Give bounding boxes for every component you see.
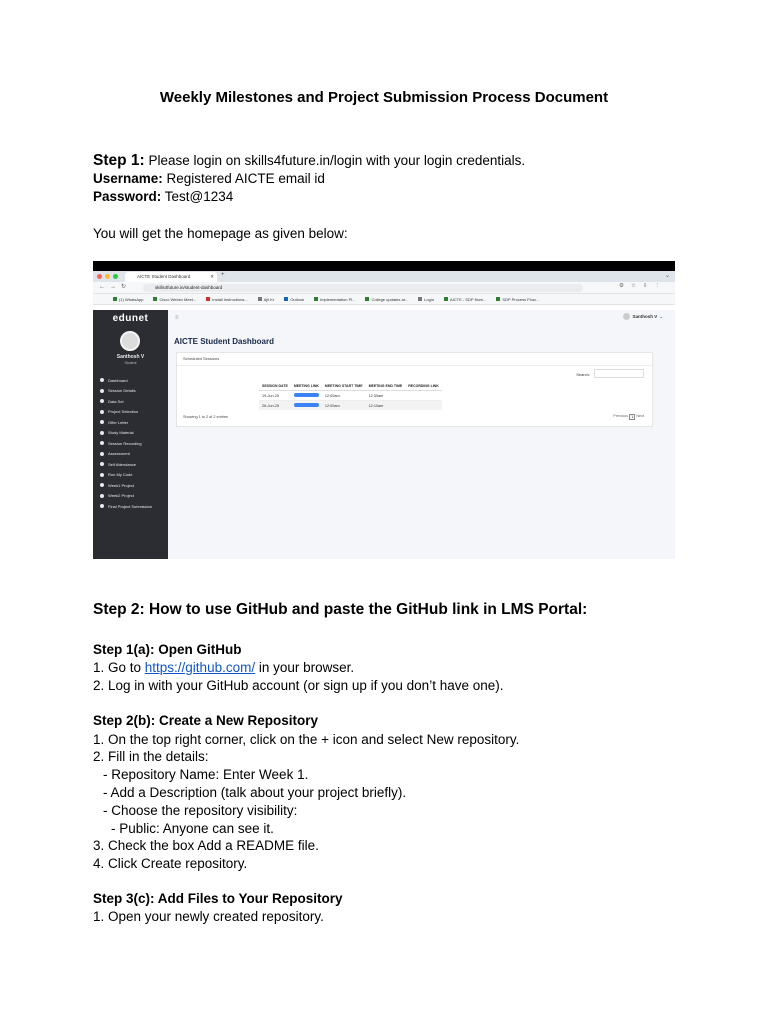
hamburger-icon[interactable]: ≡	[175, 315, 179, 321]
sidebar-item-final-project-submission[interactable]: Final Project Submission	[100, 501, 152, 512]
bookmark-icon	[365, 297, 369, 301]
address-bar	[93, 282, 675, 294]
github-link[interactable]: https://github.com/	[144, 660, 256, 675]
bookmark-item[interactable]: AICTE - SDP Nom...	[444, 297, 486, 302]
step2b-heading: Step 2(b): Create a New Repository	[93, 713, 319, 728]
sidebar-item-self-attendance[interactable]: Self Attendance	[100, 459, 152, 470]
step2b-subitem: - Add a Description (talk about your project briefly).	[103, 785, 407, 800]
dashboard-icon	[100, 378, 104, 382]
bookmark-icon	[153, 297, 157, 301]
join-meeting-button[interactable]	[294, 403, 319, 407]
sidebar-item-offer-letter[interactable]: Offer Letter	[100, 417, 152, 428]
entries-info: Showing 1 to 2 of 2 entries	[183, 415, 228, 419]
join-meeting-button[interactable]	[294, 393, 319, 397]
check-icon	[100, 462, 104, 466]
letter-icon	[100, 420, 104, 424]
tab-close-icon[interactable]: ✕	[210, 274, 214, 279]
step1a-heading: Step 1(a): Open GitHub	[93, 642, 242, 657]
divider	[177, 365, 652, 366]
column-header[interactable]: RECORDING LINK	[405, 382, 442, 391]
password-label: Password:	[93, 189, 162, 204]
bookmark-icon	[418, 297, 422, 301]
bookmark-icon	[314, 297, 318, 301]
browser-tab-strip	[93, 271, 675, 282]
bookmark-icon	[444, 297, 448, 301]
minimize-dot-icon[interactable]	[105, 274, 110, 279]
sessions-table	[259, 382, 442, 410]
step1a-item2: 2. Log in with your GitHub account (or sign up if you don’t have one).	[93, 678, 504, 693]
meeting-link-cell	[291, 401, 322, 411]
bookmark-item[interactable]: Implementation Pl...	[314, 297, 355, 302]
previous-page-button[interactable]: Previous	[613, 414, 629, 418]
step3c-item1: 1. Open your newly created repository.	[93, 909, 324, 924]
sidebar-item-project-selection[interactable]: Project Selection	[100, 407, 152, 418]
tab-list-chevron-icon[interactable]: ⌄	[664, 273, 670, 279]
step2b-subitem: - Public: Anyone can see it.	[111, 821, 274, 836]
search-label: Search:	[576, 372, 590, 377]
table-row	[259, 391, 442, 401]
browser-toolbar-icons[interactable]: ⚙☆⇩⋮	[619, 283, 667, 289]
window-controls	[97, 274, 118, 279]
bookmark-icon	[113, 297, 117, 301]
edunet-logo[interactable]: edunet	[112, 313, 149, 324]
sidebar-user-role: Student	[124, 361, 137, 365]
step2b-subitem: - Repository Name: Enter Week 1.	[103, 767, 309, 782]
avatar	[120, 331, 140, 351]
user-menu[interactable]	[623, 313, 663, 320]
bookmark-icon	[284, 297, 288, 301]
pagination	[613, 414, 644, 420]
sidebar-item-run-my-code[interactable]: Run My Code	[100, 470, 152, 481]
next-page-button[interactable]: Next	[636, 414, 644, 418]
column-header[interactable]: MEETING LINK	[291, 382, 322, 391]
sidebar-item-session-recording[interactable]: Session Recording	[100, 438, 152, 449]
upload-icon	[100, 504, 104, 508]
avatar	[623, 313, 630, 320]
sidebar-item-study-material[interactable]: Study Material	[100, 428, 152, 439]
homepage-text: You will get the homepage as given below:	[93, 226, 348, 241]
sidebar-item-session-details[interactable]: Session Details	[100, 386, 152, 397]
browser-tab[interactable]	[125, 272, 217, 282]
project-icon	[100, 494, 104, 498]
recording-link-cell	[405, 391, 442, 401]
chevron-down-icon: ⌄	[659, 313, 663, 319]
table-row	[259, 401, 442, 411]
database-icon	[100, 399, 104, 403]
sidebar-item-week2-project[interactable]: Week2 Project	[100, 491, 152, 502]
step1-text: Please login on skills4future.in/login with your login credentials.	[144, 153, 526, 168]
username-line	[93, 171, 325, 186]
bookmarks-bar	[93, 294, 675, 305]
dashboard-screenshot	[93, 261, 675, 559]
url-field[interactable]: skills4future.in/student-dashboard	[143, 284, 583, 292]
step2b-item3: 3. Check the box Add a README file.	[93, 838, 319, 853]
project-icon	[100, 483, 104, 487]
step3c-heading: Step 3(c): Add Files to Your Repository	[93, 891, 343, 906]
bookmark-item[interactable]: (1) WhatsApp	[113, 297, 143, 302]
code-icon	[100, 473, 104, 477]
step2b-item2: 2. Fill in the details:	[93, 749, 209, 764]
bookmark-item[interactable]: Install Instructions...	[206, 297, 247, 302]
calendar-icon	[100, 389, 104, 393]
list-icon	[100, 410, 104, 414]
column-header[interactable]: SESSION DATE	[259, 382, 291, 391]
step1-line	[93, 152, 525, 170]
document-title: Weekly Milestones and Project Submission Process Document	[159, 89, 609, 106]
username-label: Username:	[93, 171, 163, 186]
book-icon	[100, 431, 104, 435]
sidebar-item-dashboard[interactable]: Dashboard	[100, 375, 152, 386]
step2b-item1: 1. On the top right corner, click on the + icon and select New repository.	[93, 732, 520, 747]
bookmark-item[interactable]: Outlook	[284, 297, 304, 302]
step1a-item1-prefix: 1. Go to	[93, 660, 145, 675]
sidebar-item-assessment[interactable]: Assessment	[100, 449, 152, 460]
bookmark-icon	[496, 297, 500, 301]
nav-buttons[interactable]: ←→↻	[99, 284, 132, 290]
close-dot-icon[interactable]	[97, 274, 102, 279]
dashboard-main	[168, 310, 675, 559]
meeting-link-cell	[291, 391, 322, 401]
bookmark-item[interactable]: College updates at...	[365, 297, 408, 302]
header-user-name: Santhosh V	[632, 314, 658, 319]
app-sidebar	[93, 310, 168, 559]
step1a-item1-suffix: in your browser.	[255, 660, 355, 675]
meeting-end-time: 12:10am	[366, 401, 406, 411]
new-tab-icon[interactable]: +	[221, 272, 225, 278]
scheduled-sessions-card	[176, 352, 653, 427]
session-date: 26-Jun-25	[259, 401, 291, 411]
sidebar-menu	[100, 375, 152, 512]
search-input[interactable]	[594, 369, 644, 378]
meeting-end-time: 12:30am	[366, 391, 406, 401]
bookmark-icon	[206, 297, 210, 301]
assessment-icon	[100, 452, 104, 456]
maximize-dot-icon[interactable]	[113, 274, 118, 279]
screenshot-top-bar	[93, 261, 675, 271]
folder-icon	[258, 297, 262, 301]
step2b-item4: 4. Click Create repository.	[93, 856, 248, 871]
column-header[interactable]: MEETING START TIME	[322, 382, 366, 391]
bookmark-item[interactable]: Login	[418, 297, 434, 302]
bookmark-item[interactable]: SDP Process Flow...	[496, 297, 538, 302]
step1a-item1	[93, 660, 354, 675]
card-title: Scheduled Sessions	[183, 356, 220, 361]
tab-title: AICTE Student Dashboard	[137, 274, 191, 279]
step2b-subitem: - Choose the repository visibility:	[103, 803, 298, 818]
session-date: 19-Jun-25	[259, 391, 291, 401]
username-value: Registered AICTE email id	[162, 171, 325, 186]
step2-heading: Step 2: How to use GitHub and paste the GitHub link in LMS Portal:	[93, 601, 588, 618]
password-value: Test@1234	[161, 189, 234, 204]
step1-label: Step 1:	[93, 152, 145, 169]
column-header[interactable]: MEETING END TIME	[366, 382, 406, 391]
recording-link-cell	[405, 401, 442, 411]
video-icon	[100, 441, 104, 445]
sidebar-user-name: Santhosh V	[116, 354, 145, 360]
sidebar-item-week1-project[interactable]: Week1 Project	[100, 480, 152, 491]
password-line	[93, 189, 233, 204]
sidebar-item-data-set[interactable]: Data Set	[100, 396, 152, 407]
meeting-start-time: 12:00am	[322, 401, 366, 411]
bookmark-item[interactable]: Ajit Kr	[258, 297, 275, 302]
table-header-row	[259, 382, 442, 391]
page-number-button[interactable]: 1	[631, 415, 634, 419]
page-title: AICTE Student Dashboard	[174, 337, 275, 346]
bookmark-item[interactable]: Cisco Webex Meet...	[153, 297, 196, 302]
meeting-start-time: 12:00am	[322, 391, 366, 401]
